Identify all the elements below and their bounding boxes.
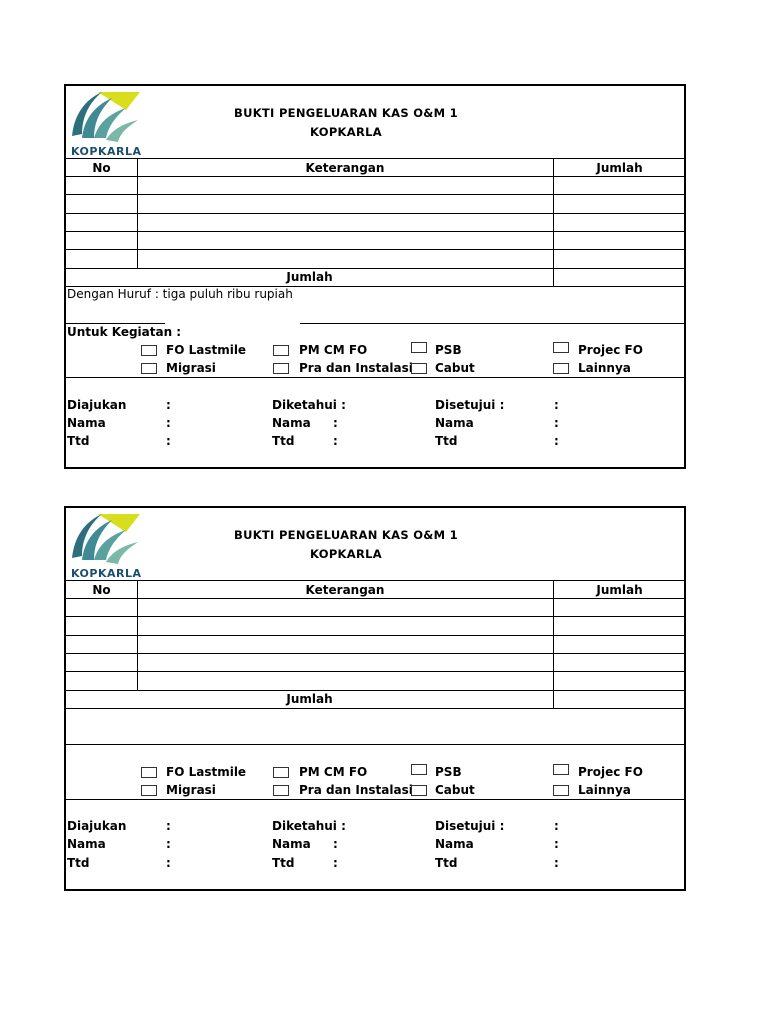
field-line bbox=[66, 323, 165, 324]
col-header-keterangan: Keterangan bbox=[305, 583, 385, 597]
option-label: FO Lastmile bbox=[166, 765, 247, 779]
form-title: BUKTI PENGELUARAN KAS O&M 1 bbox=[234, 528, 458, 542]
sig-ttd-label: Ttd bbox=[272, 856, 295, 870]
sig-diketahui-label: Diketahui : bbox=[272, 398, 346, 412]
expense-form-1 bbox=[64, 84, 686, 469]
colon: : bbox=[166, 819, 171, 833]
checkbox-fo-lastmile[interactable] bbox=[141, 345, 157, 356]
colon: : bbox=[166, 434, 171, 448]
kopkarla-logo bbox=[68, 510, 144, 578]
col-header-jumlah: Jumlah bbox=[596, 583, 643, 597]
colon: : bbox=[333, 837, 338, 851]
colon: : bbox=[554, 416, 559, 430]
colon: : bbox=[166, 856, 171, 870]
sig-ttd-label: Ttd bbox=[435, 856, 458, 870]
checkbox-psb[interactable] bbox=[411, 764, 427, 775]
colon: : bbox=[554, 819, 559, 833]
expense-form-2 bbox=[64, 506, 686, 891]
checkbox-pm-cm-fo[interactable] bbox=[273, 345, 289, 356]
sig-nama-label: Nama bbox=[67, 416, 106, 430]
option-label: Lainnya bbox=[578, 361, 631, 375]
checkbox-migrasi[interactable] bbox=[141, 363, 157, 374]
sig-nama-label: Nama bbox=[67, 837, 106, 851]
option-label: PSB bbox=[435, 343, 462, 357]
col-header-keterangan: Keterangan bbox=[305, 161, 385, 175]
checkbox-lainnya[interactable] bbox=[553, 363, 569, 374]
checkbox-migrasi[interactable] bbox=[141, 785, 157, 796]
colon: : bbox=[333, 434, 338, 448]
option-label: Lainnya bbox=[578, 783, 631, 797]
field-line bbox=[300, 323, 686, 324]
option-label: Pra dan Instalasi bbox=[299, 361, 413, 375]
sig-diajukan-label: Diajukan bbox=[67, 398, 127, 412]
sig-nama-label: Nama bbox=[435, 837, 474, 851]
option-label: Projec FO bbox=[578, 343, 643, 357]
dengan-huruf-text: Dengan Huruf : tiga puluh ribu rupiah bbox=[67, 287, 293, 301]
sig-nama-label: Nama bbox=[435, 416, 474, 430]
checkbox-cabut[interactable] bbox=[411, 363, 427, 374]
checkbox-lainnya[interactable] bbox=[553, 785, 569, 796]
logo-label: KOPKARLA bbox=[71, 145, 142, 158]
option-label: Migrasi bbox=[166, 783, 216, 797]
untuk-kegiatan-label: Untuk Kegiatan : bbox=[67, 325, 182, 339]
colon: : bbox=[554, 837, 559, 851]
sig-nama-label: Nama bbox=[272, 416, 311, 430]
form-title: BUKTI PENGELUARAN KAS O&M 1 bbox=[234, 106, 458, 120]
colon: : bbox=[554, 856, 559, 870]
sig-diketahui-label: Diketahui : bbox=[272, 819, 346, 833]
checkbox-psb[interactable] bbox=[411, 342, 427, 353]
colon: : bbox=[166, 416, 171, 430]
table-top-line bbox=[66, 158, 686, 159]
option-label: Projec FO bbox=[578, 765, 643, 779]
sig-ttd-label: Ttd bbox=[272, 434, 295, 448]
option-label: PM CM FO bbox=[299, 343, 368, 357]
form-subtitle: KOPKARLA bbox=[310, 125, 382, 139]
sig-ttd-label: Ttd bbox=[435, 434, 458, 448]
option-label: PM CM FO bbox=[299, 765, 368, 779]
logo-label: KOPKARLA bbox=[71, 567, 142, 580]
checkbox-pra-dan-instalasi[interactable] bbox=[273, 363, 289, 374]
col-header-no: No bbox=[92, 583, 111, 597]
section-divider bbox=[66, 377, 686, 378]
colon: : bbox=[333, 416, 338, 430]
sig-disetujui-label: Disetujui : bbox=[435, 819, 505, 833]
sig-ttd-label: Ttd bbox=[67, 856, 90, 870]
total-label: Jumlah bbox=[286, 270, 333, 284]
option-label: Migrasi bbox=[166, 361, 216, 375]
checkbox-projec-fo[interactable] bbox=[553, 342, 569, 353]
colon: : bbox=[554, 398, 559, 412]
colon: : bbox=[166, 837, 171, 851]
checkbox-projec-fo[interactable] bbox=[553, 764, 569, 775]
colon: : bbox=[554, 434, 559, 448]
option-label: Pra dan Instalasi bbox=[299, 783, 413, 797]
option-label: Cabut bbox=[435, 783, 475, 797]
col-header-jumlah: Jumlah bbox=[596, 161, 643, 175]
sig-nama-label: Nama bbox=[272, 837, 311, 851]
kopkarla-logo bbox=[68, 88, 144, 156]
colon: : bbox=[333, 856, 338, 870]
col-header-no: No bbox=[92, 161, 111, 175]
checkbox-cabut[interactable] bbox=[411, 785, 427, 796]
checkbox-pra-dan-instalasi[interactable] bbox=[273, 785, 289, 796]
checkbox-pm-cm-fo[interactable] bbox=[273, 767, 289, 778]
table-top-line bbox=[66, 580, 686, 581]
section-divider bbox=[66, 799, 686, 800]
total-label: Jumlah bbox=[286, 692, 333, 706]
checkbox-fo-lastmile[interactable] bbox=[141, 767, 157, 778]
sig-diajukan-label: Diajukan bbox=[67, 819, 127, 833]
option-label: PSB bbox=[435, 765, 462, 779]
sig-ttd-label: Ttd bbox=[67, 434, 90, 448]
sig-disetujui-label: Disetujui : bbox=[435, 398, 505, 412]
colon: : bbox=[166, 398, 171, 412]
option-label: FO Lastmile bbox=[166, 343, 247, 357]
option-label: Cabut bbox=[435, 361, 475, 375]
form-subtitle: KOPKARLA bbox=[310, 547, 382, 561]
